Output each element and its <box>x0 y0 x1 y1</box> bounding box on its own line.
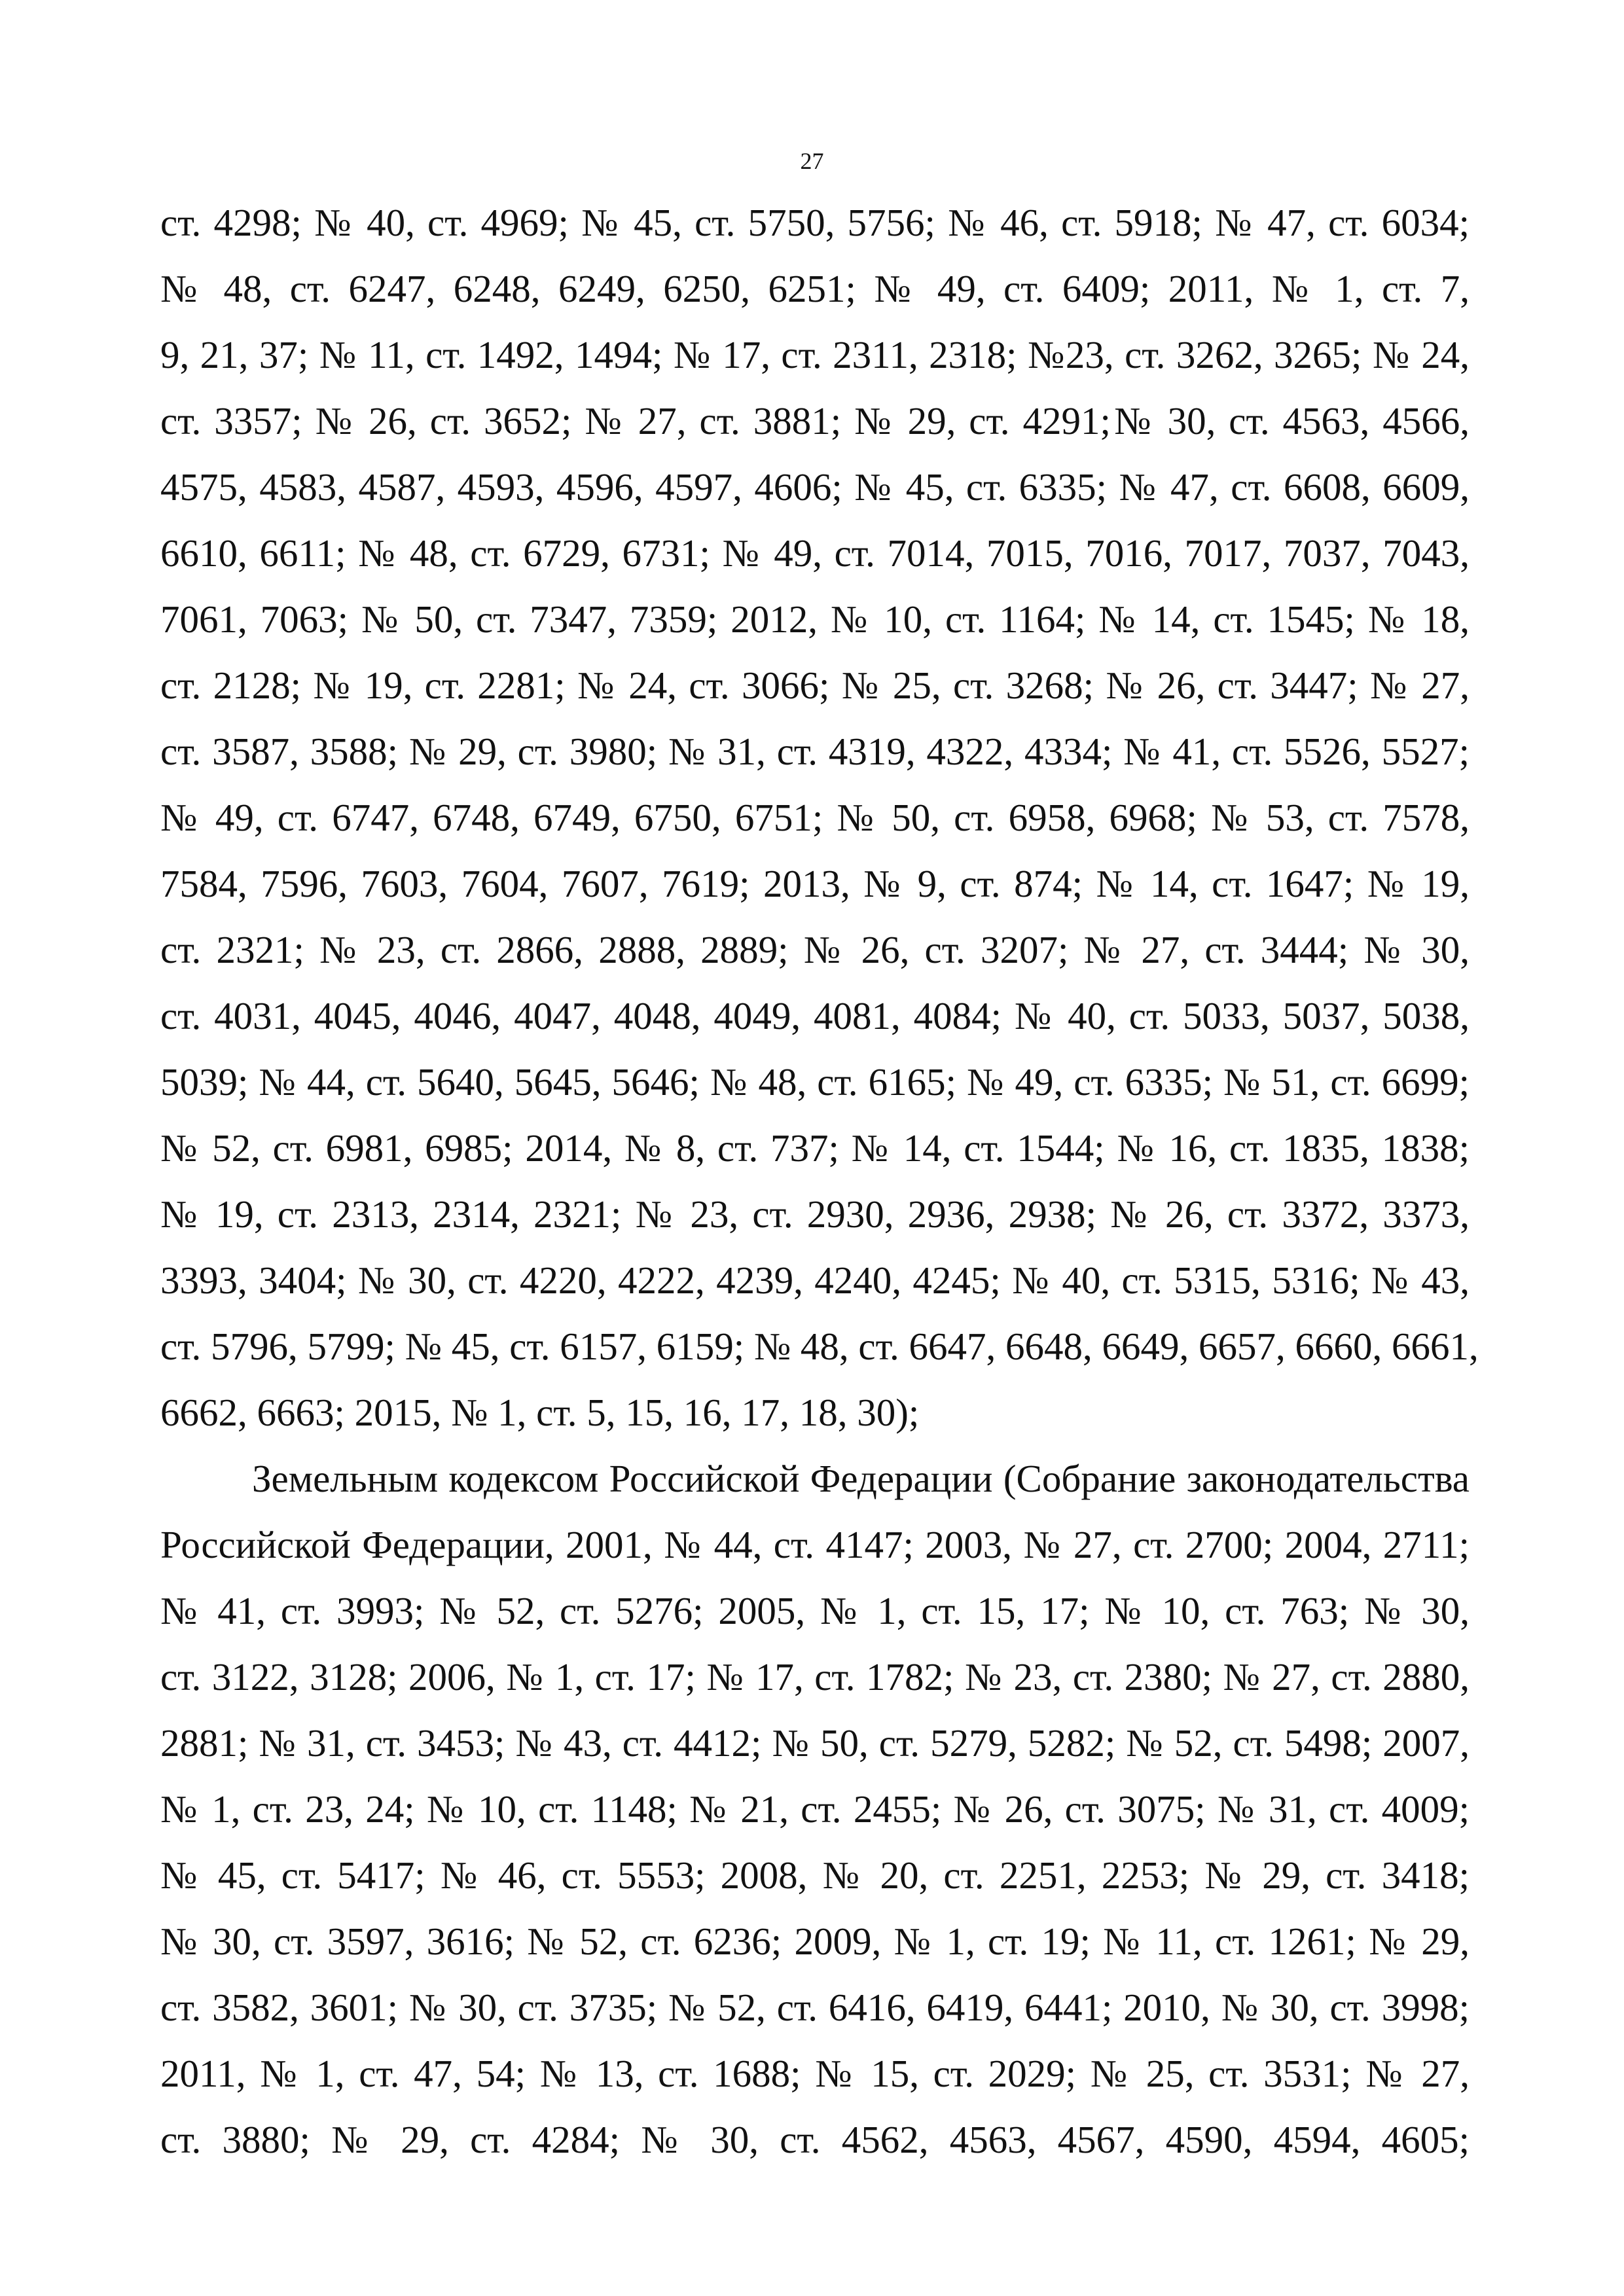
text-line: ст. 4031, 4045, 4046, 4047, 4048, 4049, 4081, 4084; № 40, ст. 5033, 5037, 5038, <box>160 994 1470 1037</box>
text-line: № 49, ст. 6747, 6748, 6749, 6750, 6751; № 50, ст. 6958, 6968; № 53, ст. 7578, <box>160 796 1470 839</box>
text-line: № 52, ст. 6981, 6985; 2014, № 8, ст. 737; № 14, ст. 1544; № 16, ст. 1835, 1838; <box>160 1126 1470 1170</box>
text-line: ст. 5796, 5799; № 45, ст. 6157, 6159; № 48, ст. 6647, 6648, 6649, 6657, 6660, 6661, <box>160 1325 1479 1368</box>
text-line: 2881; № 31, ст. 3453; № 43, ст. 4412; № 50, ст. 5279, 5282; № 52, ст. 5498; 2007, <box>160 1721 1470 1765</box>
text-line: 7061, 7063; № 50, ст. 7347, 7359; 2012, № 10, ст. 1164; № 14, ст. 1545; № 18, <box>160 598 1470 641</box>
text-line: 6610, 6611; № 48, ст. 6729, 6731; № 49, ст. 7014, 7015, 7016, 7017, 7037, 7043, <box>160 531 1470 575</box>
text-line: № 1, ст. 23, 24; № 10, ст. 1148; № 21, ст. 2455; № 26, ст. 3075; № 31, ст. 4009; <box>160 1787 1470 1831</box>
text-line: 3393, 3404; № 30, ст. 4220, 4222, 4239, 4240, 4245; № 40, ст. 5315, 5316; № 43, <box>160 1259 1470 1302</box>
page-number: 27 <box>800 148 824 174</box>
text-line: 7584, 7596, 7603, 7604, 7607, 7619; 2013, № 9, ст. 874; № 14, ст. 1647; № 19, <box>160 862 1470 905</box>
text-line: № 45, ст. 5417; № 46, ст. 5553; 2008, № 20, ст. 2251, 2253; № 29, ст. 3418; <box>160 1854 1470 1897</box>
text-line: 2011, № 1, ст. 47, 54; № 13, ст. 1688; № 15, ст. 2029; № 25, ст. 3531; № 27, <box>160 2052 1470 2095</box>
text-line: Российской Федерации, 2001, № 44, ст. 4147; 2003, № 27, ст. 2700; 2004, 2711; <box>160 1523 1470 1566</box>
text-line: 4575, 4583, 4587, 4593, 4596, 4597, 4606; № 45, ст. 6335; № 47, ст. 6608, 6609, <box>160 465 1470 509</box>
text-line: ст. 2128; № 19, ст. 2281; № 24, ст. 3066; № 25, ст. 3268; № 26, ст. 3447; № 27, <box>160 664 1470 707</box>
text-line: ст. 3122, 3128; 2006, № 1, ст. 17; № 17, ст. 1782; № 23, ст. 2380; № 27, ст. 2880, <box>160 1655 1470 1698</box>
text-line: 6662, 6663; 2015, № 1, ст. 5, 15, 16, 17, 18, 30); <box>160 1391 920 1434</box>
text-line: ст. 3880; № 29, ст. 4284; № 30, ст. 4562, 4563, 4567, 4590, 4594, 4605; <box>160 2118 1470 2161</box>
text-line: ст. 3582, 3601; № 30, ст. 3735; № 52, ст. 6416, 6419, 6441; 2010, № 30, ст. 3998; <box>160 1986 1470 2029</box>
text-line: ст. 3357; № 26, ст. 3652; № 27, ст. 3881; № 29, ст. 4291;№ 30, ст. 4563, 4566, <box>160 399 1470 442</box>
text-line: ст. 2321; № 23, ст. 2866, 2888, 2889; № 26, ст. 3207; № 27, ст. 3444; № 30, <box>160 928 1470 971</box>
text-line: № 30, ст. 3597, 3616; № 52, ст. 6236; 2009, № 1, ст. 19; № 11, ст. 1261; № 29, <box>160 1920 1470 1963</box>
text-line: Земельным кодексом Российской Федерации (Собрание законодательства <box>252 1457 1470 1500</box>
text-line: 5039; № 44, ст. 5640, 5645, 5646; № 48, ст. 6165; № 49, ст. 6335; № 51, ст. 6699; <box>160 1060 1470 1103</box>
text-line: № 19, ст. 2313, 2314, 2321; № 23, ст. 2930, 2936, 2938; № 26, ст. 3372, 3373, <box>160 1193 1470 1236</box>
text-line: № 41, ст. 3993; № 52, ст. 5276; 2005, № 1, ст. 15, 17; № 10, ст. 763; № 30, <box>160 1589 1470 1632</box>
text-line: № 48, ст. 6247, 6248, 6249, 6250, 6251; № 49, ст. 6409; 2011, № 1, ст. 7, <box>160 267 1470 310</box>
document-body <box>160 190 1479 2173</box>
text-line: ст. 4298; № 40, ст. 4969; № 45, ст. 5750, 5756; № 46, ст. 5918; № 47, ст. 6034; <box>160 201 1470 244</box>
paragraph-legislation-continuation <box>160 190 1479 1446</box>
paragraph-land-code <box>160 1446 1470 2173</box>
text-line: 9, 21, 37; № 11, ст. 1492, 1494; № 17, ст. 2311, 2318; №23, ст. 3262, 3265; № 24, <box>160 333 1470 376</box>
text-line: ст. 3587, 3588; № 29, ст. 3980; № 31, ст. 4319, 4322, 4334; № 41, ст. 5526, 5527; <box>160 730 1470 773</box>
